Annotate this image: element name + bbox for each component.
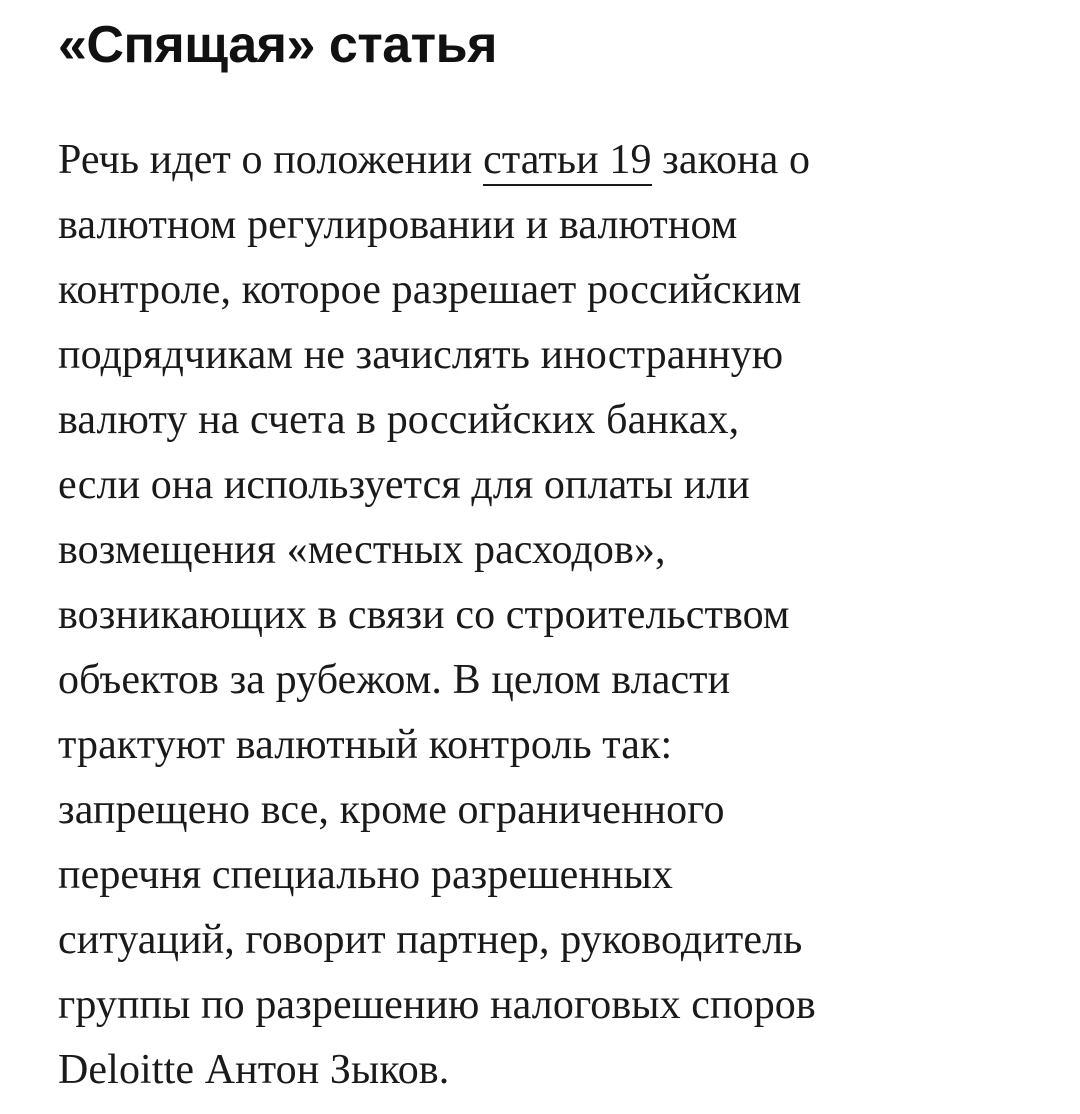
paragraph-line: если она используется для оплаты или — [58, 462, 750, 508]
line-text: закона о — [651, 137, 811, 183]
section-heading: «Спящая» статья — [58, 16, 497, 74]
paragraph-line: Deloitte Антон Зыков. — [58, 1047, 450, 1093]
article — [58, 0, 1048, 1103]
paragraph-line: объектов за рубежом. В целом власти — [58, 657, 731, 703]
paragraph-line: подрядчикам не зачислять иностранную — [58, 332, 784, 378]
paragraph-line: возмещения «местных расходов», — [58, 527, 666, 573]
paragraph-line: валютном регулировании и валютном — [58, 202, 738, 248]
paragraph-line: перечня специально разрешенных — [58, 852, 673, 898]
paragraph-line: валюту на счета в российских банках, — [58, 397, 740, 443]
paragraph-line — [58, 128, 1048, 193]
paragraph-line: запрещено все, кроме ограниченного — [58, 787, 725, 833]
paragraph-line: контроле, которое разрешает российским — [58, 267, 802, 313]
paragraph-line: возникающих в связи со строительством — [58, 592, 790, 638]
paragraph-line: ситуаций, говорит партнер, руководитель — [58, 917, 803, 963]
article-19-link[interactable]: статьи 19 — [483, 137, 651, 186]
paragraph-line: группы по разрешению налоговых споров — [58, 982, 816, 1028]
line-text: Речь идет о положении — [58, 137, 484, 183]
article-paragraph — [58, 128, 1048, 1103]
paragraph-line: трактуют валютный контроль так: — [58, 722, 673, 768]
